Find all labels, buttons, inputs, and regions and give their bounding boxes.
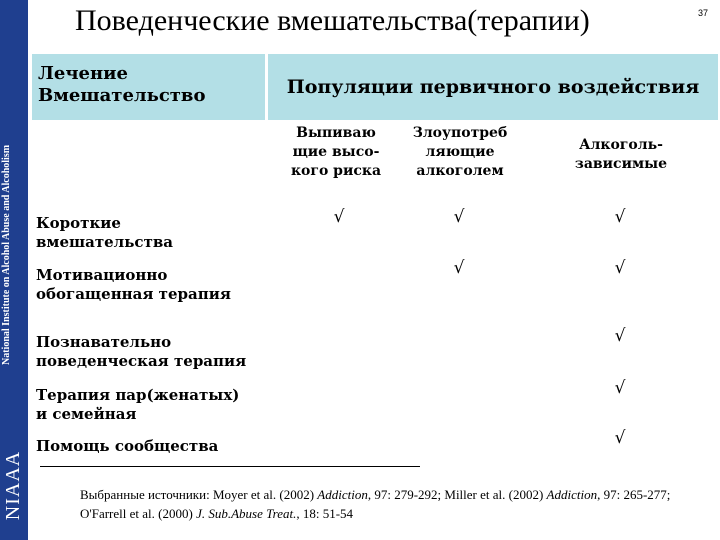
footnote-divider xyxy=(40,466,420,467)
slide-number: 37 xyxy=(697,8,708,18)
check-mark-cbt-dependent: √ xyxy=(614,326,626,346)
check-mark-community-dependent: √ xyxy=(614,428,626,448)
row-label-brief: Короткие вмешательства xyxy=(36,214,173,251)
header-populations: Популяции первичного воздействия xyxy=(268,54,718,120)
footnote-sources: Выбранные источники: Moyer et al. (2002) Addiction, 97: 279-292; Miller et al. (2002) Addiction, 97: 265-277; O'Farrell et al. (2000) J. Sub.Abuse Treat., 18: 51-54 xyxy=(80,487,671,521)
check-mark-motivational-abusers: √ xyxy=(453,258,465,278)
slide-title: Поведенческие вмешательства(терапии) xyxy=(75,4,590,37)
check-mark-brief-dependent: √ xyxy=(614,207,626,227)
check-mark-motivational-dependent: √ xyxy=(614,258,626,278)
institute-name: National Institute on Alcohol Abuse and Alcoholism xyxy=(1,144,12,365)
header-treatment xyxy=(32,54,265,120)
check-mark-brief-risky: √ xyxy=(333,207,345,227)
niaaa-logo: NIAAA xyxy=(2,450,25,520)
row-label-family: Терапия пар(женатых) и семейная xyxy=(36,386,240,423)
row-label-motivational: Мотивационно обогащенная терапия xyxy=(36,266,231,303)
column-header-dependent: Алкоголь- зависимые xyxy=(574,137,668,172)
check-mark-family-dependent: √ xyxy=(614,378,626,398)
header-treatment-line2: Вмешательство xyxy=(38,85,206,106)
row-label-cbt: Познавательно поведенческая терапия xyxy=(36,333,247,370)
header-treatment-line1: Лечение xyxy=(38,63,128,84)
check-mark-brief-abusers: √ xyxy=(453,207,465,227)
sidebar-band xyxy=(0,0,28,540)
column-header-risky-drinkers: Выпиваю щие высо- кого риска xyxy=(290,125,382,179)
column-header-abusers: Злоупотреб ляющие алкоголем xyxy=(412,125,508,179)
row-label-community: Помощь сообщества xyxy=(36,437,219,455)
